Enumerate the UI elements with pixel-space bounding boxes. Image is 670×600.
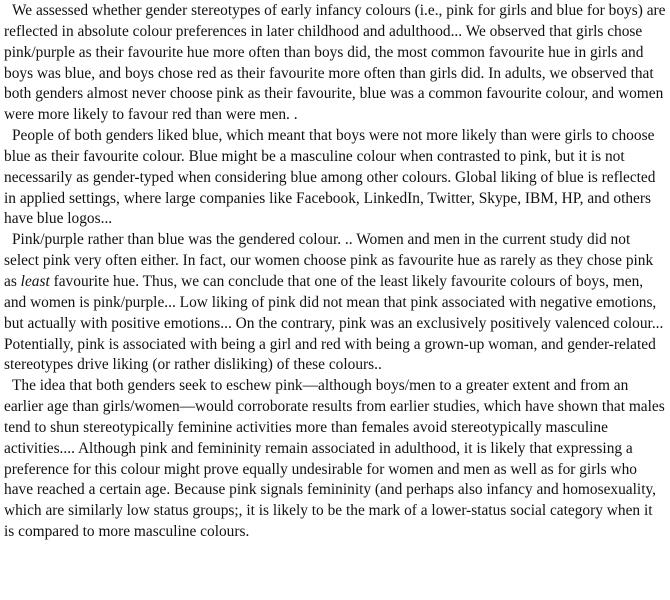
paragraph-1 bbox=[4, 1, 666, 126]
paragraph-2 bbox=[4, 126, 666, 230]
paragraph-2-text: People of both genders liked blue, which meant that boys were not more likely than were girls to choose blue as their favourite colour. Blue might be a masculine colour when contrasted to pink, but it is not necessarily as gender-typed when considering blue among other colours. Global liking of blue is reflected in applied settings, where large companies like Facebook, LinkedIn, Twitter, Skype, IBM, HP, and others have blue logos... bbox=[4, 127, 656, 228]
paragraph-3 bbox=[4, 230, 666, 376]
paragraph-3-text-part-1: Pink/purple rather than blue was the gendered colour. .. Women and men in the current study did not select pink very often either. In fact, our women choose pink as favourite hue as rarely as they chose pink as bbox=[4, 231, 654, 290]
paragraph-4-text: The idea that both genders seek to eschew pink—although boys/men to a greater extent and from an earlier age than girls/women—would corroborate results from earlier studies, which have shown that males tend to shun stereotypically feminine activities more than females avoid stereotypically masculine activities.... Although pink and femininity remain associated in adulthood, it is likely that expressing a preference for this colour might prove equally undesirable for women and men as well as for girls who have reached a certain age. Because pink signals femininity (and perhaps also infancy and homosexuality, which are similarly low status groups;, it is likely to be the mark of a lower-status social category when it is compared to more masculine colours. bbox=[4, 377, 665, 541]
paragraph-3-text-part-2: favourite hue. Thus, we can conclude that one of the least likely favourite colours of boys, men, and women is pink/purple... Low liking of pink did not mean that pink associated with negative emotions, but actually with positive emotions... On the contrary, pink was an exclusively positively valenced colour... Potentially, pink is associated with being a girl and red with being a grown-up woman, and gender-related stereotypes drive liking (or rather disliking) of these colours.. bbox=[4, 272, 664, 374]
paragraph-1-text: We assessed whether gender stereotypes of early infancy colours (i.e., pink for girls and blue for boys) are reflected in absolute colour preferences in later childhood and adulthood... We observed that girls chose pink/purple as their favourite hue more often than boys did, the most common favourite hue in girls and boys was blue, and boys chose red as their favourite more often than girls did. In adults, we observed that both genders almost never choose pink as their favourite, blue was a common favourite colour, and women were more likely to favour red than were men. . bbox=[4, 2, 666, 124]
paragraph-4 bbox=[4, 376, 666, 543]
paragraph-3-italic-word: least bbox=[20, 272, 50, 290]
